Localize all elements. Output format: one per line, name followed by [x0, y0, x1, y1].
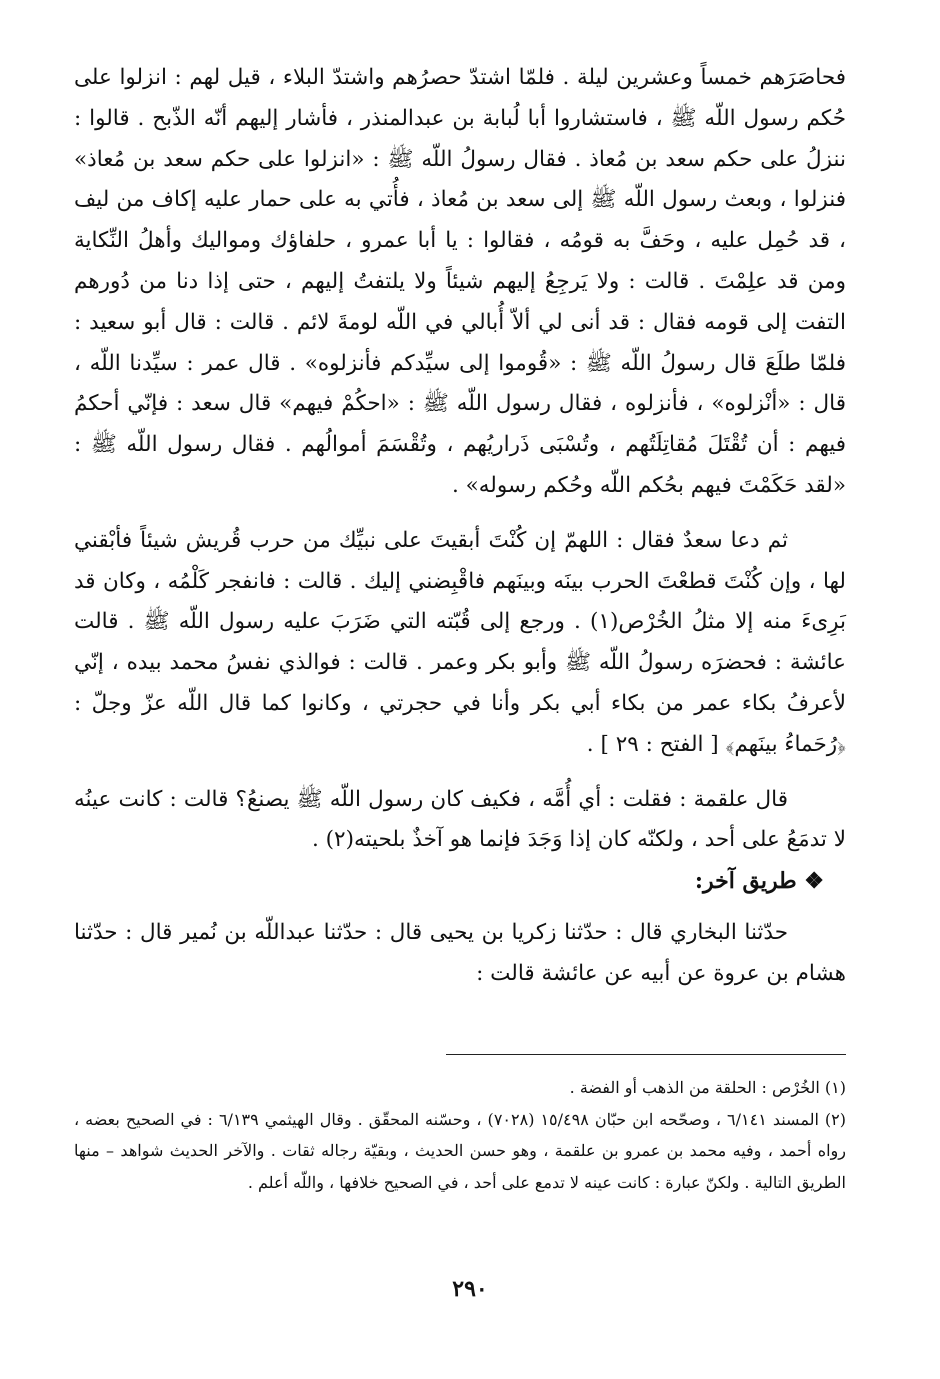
section-heading: ❖ طريق آخر: — [694, 868, 824, 895]
paragraph-4: حدّثنا البخاري قال : حدّثنا زكريا بن يحيى قال : حدّثنا عبداللّه بن نُمير قال : حدّثنا هشام بن عروة عن أبيه عن عائشة قالت : — [74, 920, 846, 986]
paragraph-3: قال علقمة : فقلت : أي أُمَّه ، فكيف كان رسول اللّه ﷺ يصنعُ؟ قالت : كانت عينُه لا تدمَعُ على أحد ، ولكنّه كان إذا وَجَدَ فإنما هو آخذٌ بلحيته(٢) . — [74, 786, 846, 853]
footnotes — [74, 1072, 846, 1198]
page-number: ٢٩٠ — [452, 1276, 488, 1302]
footnote-2: (٢) المسند ٦/١٤١ ، وصحّحه ابن حبّان ١٥/٤٩٨ (٧٠٢٨) ، وحسّنه المحقّق . وقال الهيثمي ٦/١٣٩ : في الصحيح بعضه ، رواه أحمد ، وفيه محمد بن عمرو بن علقمة ، وهو حسن الحديث ، وبقيّة رجاله ثقات . والآخر الحديث شواهد – منها الطريق التالية . ولكنّ عبارة : كانت عينه لا تدمع على أحد ، في الصحيح خلافها ، واللّه أعلم . — [74, 1109, 847, 1192]
main-text — [74, 58, 846, 995]
paragraph-1: فحاصَرَهم خمساً وعشرين ليلة . فلمّا اشتدّ حصرُهم واشتدّ البلاء ، قيل لهم : انزلوا على حُكم رسول اللّه ﷺ ، فاستشاروا أبا لُبابة بن عبدالمنذر ، فأشار إليهم أنّه الذّبح . قالوا : ننزلُ على حكم سعد بن مُعاذ . فقال رسولُ اللّه ﷺ : «انزلوا على حكم سعد بن مُعاذ» فنزلوا ، وبعث رسول اللّه ﷺ إلى سعد بن مُعاذ ، فأُتي به على حمار عليه إكاف من ليف ، قد حُمِل عليه ، وحَفَّ به قومُه ، فقالوا : يا أبا عمرو ، حلفاؤك ومواليك وأهلُ النِّكاية ومن قد علِمْتَ . قالت : ولا يَرجِعُ إليهم شيئاً ولا يلتفتُ إليهم ، حتى إذا دنا من دُورهم التفت إلى قومه فقال : قد أنى لي ألاّ أُبالي في اللّه لومةَ لائم . قالت : قال أبو سعيد : فلمّا طلَعَ قال رسولُ اللّه ﷺ : «قُوموا إلى سيِّدكم فأنزلوه» . قال عمر : سيِّدنا اللّه ، قال : «أنْزلوه» ، فأنزلوه ، فقال رسول اللّه ﷺ : «احكُمْ فيهم» قال سعد : فإنّي أحكمُ فيهم : أن تُقْتَلَ مُقاتِلَتُهم ، وتُسْبَى ذَراريُهم ، وتُقْسَمَ أموالُهم . فقال رسول اللّه ﷺ : «لقد حَكَمْتَ فيهم بحُكم اللّه وحُكم رسوله» . — [74, 65, 846, 498]
paragraph-2: ثم دعا سعدٌ فقال : اللهمّ إن كُنْتَ أبقيتَ على نبيِّك من حرب قُريش شيئاً فأبْقني لها ، وإن كُنْتَ قطعْتَ الحرب بينَه وبينَهم فاقْبِضني إليك . قالت : فانفجر كَلْمُه ، وكان قد بَرِىءَ منه إلا مثلُ الخُرْص(١) . ورجع إلى قُبّته التي ضَرَبَ عليه رسول اللّه ﷺ . قالت عائشة : فحضرَه رسولُ اللّه ﷺ وأبو بكر وعمر . قالت : فوالذي نفسُ محمد بيده ، إنّي لأعرفُ بكاء عمر من بكاء أبي بكر وأنا في حجرتي ، وكانوا كما قال اللّه عزّ وجلّ : ﴿رُحَماءُ بينَهم﴾ [ الفتح : ٢٩ ] . — [74, 527, 846, 757]
footnote-1: (١) الخُرْص : الحلقة من الذهب أو الفضة . — [569, 1078, 846, 1097]
footnote-divider — [446, 1054, 846, 1055]
